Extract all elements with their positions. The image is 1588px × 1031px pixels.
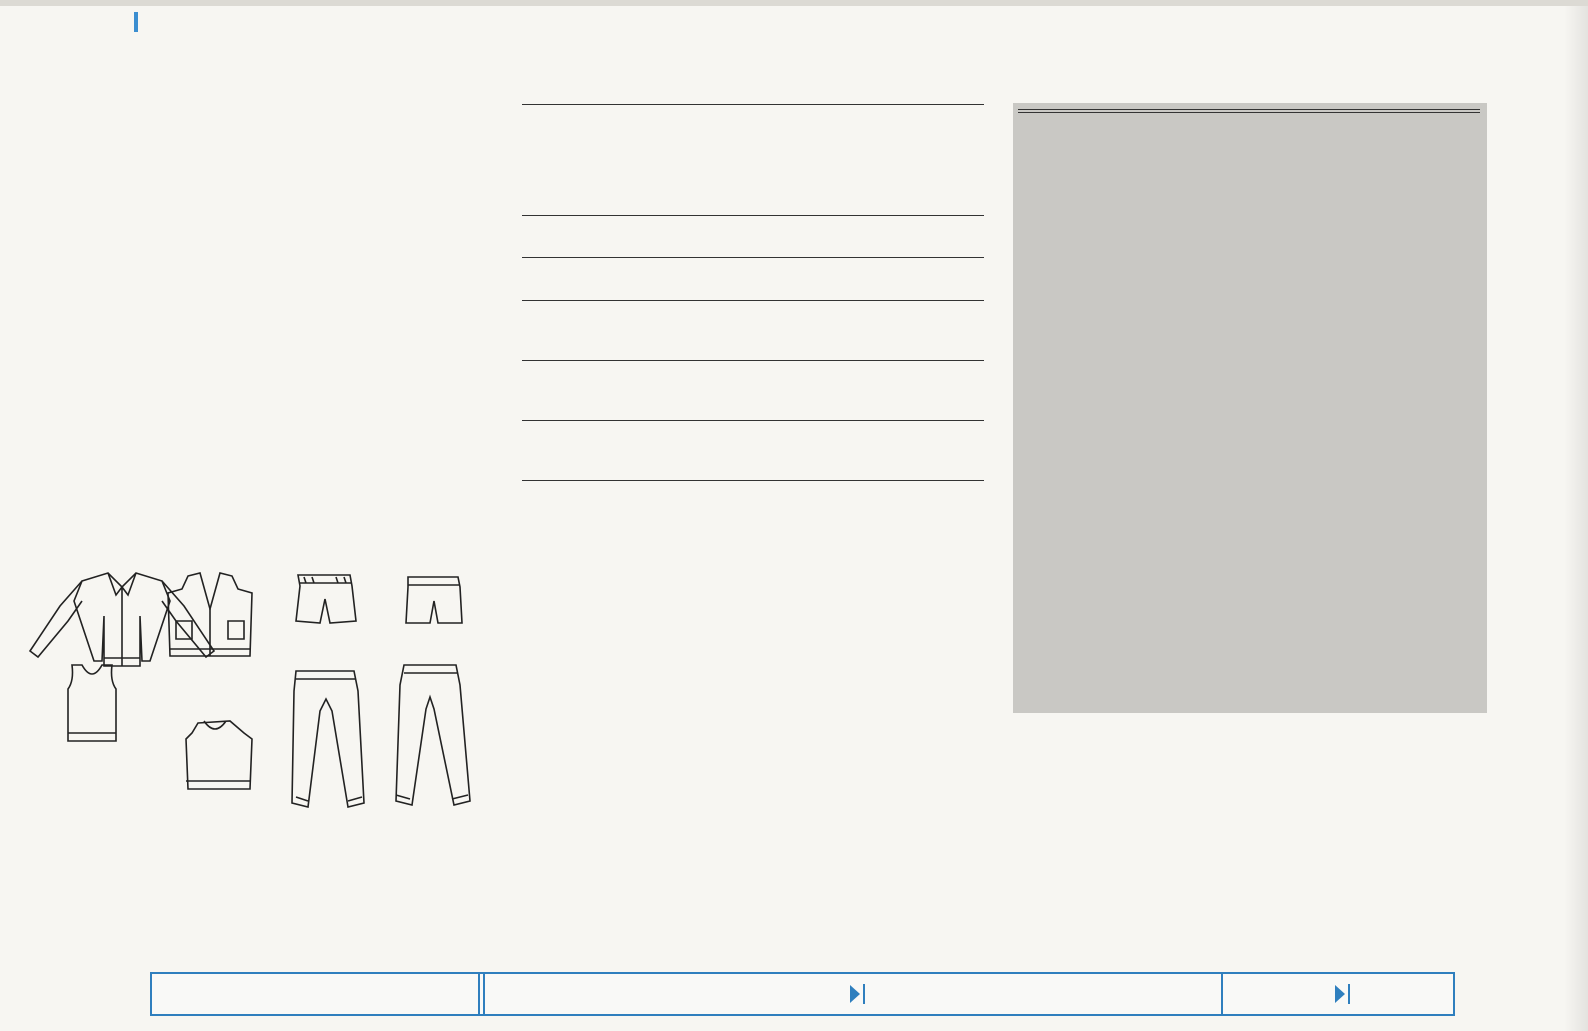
- size-row: [522, 195, 984, 213]
- inches-width-title: [522, 483, 984, 503]
- arrow-stop-icon: [1348, 984, 1350, 1004]
- measurement-row: [522, 142, 984, 160]
- shorts-back-illustration: [406, 577, 462, 623]
- gauge-label: [152, 974, 480, 1014]
- metric-width-title: [1018, 115, 1480, 135]
- body-measurements-metric: [1018, 107, 1480, 175]
- body-measurements-inches: [522, 102, 984, 579]
- pattern-description: [28, 100, 498, 104]
- measurement-row: [522, 401, 984, 419]
- section-heading: [522, 303, 984, 323]
- measurement-row: [522, 340, 984, 358]
- vest-front-illustration: [168, 573, 252, 656]
- vest-back-illustration: [186, 721, 252, 789]
- measurement-row: [522, 160, 984, 178]
- divider: [1018, 112, 1480, 113]
- blue-edge-mark: [134, 12, 138, 32]
- inches-yardage-sections: [522, 218, 984, 482]
- section-heading: [522, 260, 984, 280]
- pants-front-illustration: [292, 671, 364, 807]
- gauge-stretch-zone: [483, 974, 1223, 1014]
- measurement-row: [522, 461, 984, 479]
- divider: [522, 104, 984, 105]
- garment-illustrations: [20, 561, 500, 841]
- pants-back-illustration: [396, 665, 470, 805]
- inches-body-rows: [522, 107, 984, 213]
- measurement-row: [522, 107, 984, 125]
- gauge-least-zone: [1223, 974, 1453, 1014]
- divider: [522, 480, 984, 481]
- divider: [522, 300, 984, 301]
- section-heading: [522, 218, 984, 238]
- metric-panel-background: [1013, 103, 1487, 713]
- measurement-row: [522, 323, 984, 341]
- paper-edge-shadow: [1564, 6, 1588, 1031]
- measurement-row: [522, 177, 984, 195]
- arrow-right-icon: [850, 985, 860, 1003]
- inches-side-title: [522, 559, 984, 579]
- divider: [522, 420, 984, 421]
- section-heading: [522, 423, 984, 443]
- arrow-right-icon: [1335, 985, 1345, 1003]
- inches-width-rows: [522, 503, 984, 538]
- measurement-row: [522, 383, 984, 401]
- divider: [1018, 109, 1480, 110]
- divider: [522, 215, 984, 216]
- measurement-row: [522, 280, 984, 298]
- measurement-row: [522, 443, 984, 461]
- measurement-row: [522, 125, 984, 143]
- top-illustration: [68, 665, 116, 741]
- metric-back-title: [1018, 135, 1480, 155]
- arrow-stop-icon: [863, 984, 865, 1004]
- select-a-knit-gauge: [150, 972, 1455, 1016]
- shorts-each-leg-label: [522, 521, 984, 539]
- section-heading: [522, 363, 984, 383]
- jacket-illustration: [30, 573, 214, 666]
- divider: [522, 360, 984, 361]
- metric-side-title: [1018, 155, 1480, 175]
- divider: [522, 257, 984, 258]
- measurement-row: [522, 238, 984, 256]
- inches-back-title: [522, 539, 984, 559]
- shorts-front-illustration: [296, 575, 356, 623]
- measurement-row: [522, 503, 984, 521]
